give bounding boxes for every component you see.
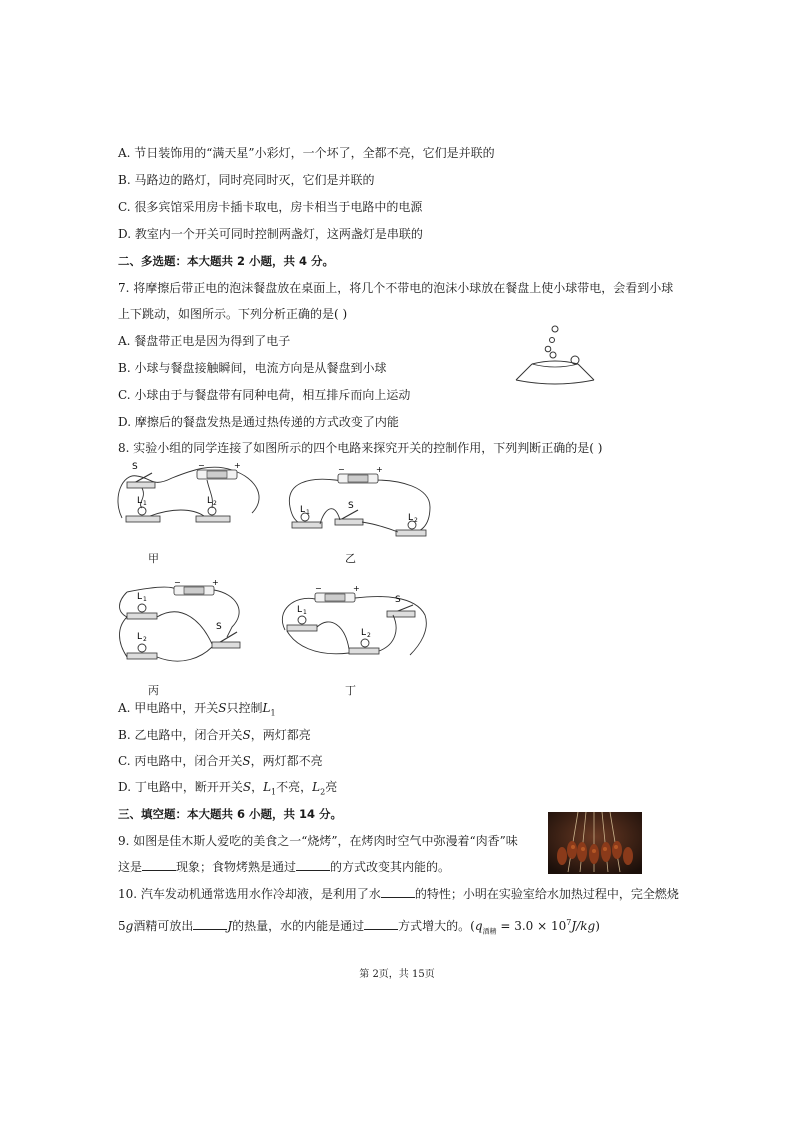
q8-option-a: A. 甲电路中，开关S只控制$L_1$ [118,701,276,718]
q6-option-c: C. 很多宾馆采用房卡插卡取电，房卡相当于电路中的电源 [118,200,423,214]
label-l2: L [207,496,213,506]
page-footer: 第 2页，共 15页 [359,969,435,980]
q10-line1: 10. 汽车发动机通常选用水作冷却液，是利用了水 的特性；小明在实验室给水加热过程中，完全燃烧 [118,887,679,901]
label-plus: + [212,578,219,587]
label-plus: + [353,584,360,593]
q10-line2: 5g酒精可放出 J的热量，水的内能是通过 方式增大的。$(q_{酒精} = 3.0 \times 10^7J/kg)$ [118,918,600,936]
q6-option-d: D. 教室内一个开关可同时控制两盏灯，这两盏灯是串联的 [118,227,423,241]
label-minus: − [315,584,322,593]
label-sub1: 1 [143,500,147,507]
section-2-heading: 二、多选题：本大题共 2 小题，共 4 分。 [118,254,335,268]
label-plus: + [376,465,383,474]
label-l2: L [137,632,143,642]
label-minus: − [338,465,345,474]
caption-bing: 丙 [148,684,159,697]
label-minus: − [174,578,181,587]
q7-option-d: D. 摩擦后的餐盘发热是通过热传递的方式改变了内能 [118,415,399,429]
label-sub2: 2 [213,500,217,507]
q7-option-b: B. 小球与餐盘接触瞬间，电流方向是从餐盘到小球 [118,361,387,375]
q7-plate-figure [510,320,600,390]
q8-option-d: D. 丁电路中，断开开关S，$L_1$不亮，$L_2$亮 [118,780,338,797]
circuit-jia [112,458,272,528]
circuit-ding [275,585,435,665]
label-sub1: 1 [303,609,307,616]
q8-option-b: B. 乙电路中，闭合开关S，两灯都亮 [118,728,311,742]
caption-yi: 乙 [345,552,356,565]
label-l1: L [137,496,143,506]
barbecue-photo [548,812,642,874]
label-l2: L [361,628,367,638]
q7-stem-line1: 7. 将摩擦后带正电的泡沫餐盘放在桌面上，将几个不带电的泡沫小球放在餐盘上使小球带电，会看到小球 [118,281,674,295]
label-l1: L [300,505,306,515]
q8-option-c: C. 丙电路中，闭合开关S，两灯都不亮 [118,754,323,768]
q6-option-a: A. 节日装饰用的“满天星”小彩灯，一个坏了，全都不亮，它们是并联的 [118,146,495,160]
q7-option-c: C. 小球由于与餐盘带有同种电荷，相互排斥而向上运动 [118,388,411,402]
caption-jia: 甲 [148,552,159,565]
label-s: S [395,595,401,605]
label-sub2: 2 [414,517,418,524]
label-sub1: 1 [143,596,147,603]
label-s: S [348,501,354,511]
q7-stem-line2: 上下跳动，如图所示。下列分析正确的是( ) [118,307,348,321]
label-plus: + [234,461,241,470]
label-s: S [132,462,138,472]
label-l1: L [297,605,303,615]
label-sub2: 2 [143,636,147,643]
q7-option-a: A. 餐盘带正电是因为得到了电子 [118,334,291,348]
q9-line1: 9. 如图是佳木斯人爱吃的美食之一“烧烤”，在烤肉时空气中弥漫着“肉香”味 [118,834,518,848]
q9-line2: 这是 现象；食物烤熟是通过 的方式改变其内能的。 [118,860,451,874]
q8-stem: 8. 实验小组的同学连接了如图所示的四个电路来探究开关的控制作用，下列判断正确的是( ) [118,441,603,455]
section-3-heading: 三、填空题：本大题共 6 小题，共 14 分。 [118,807,343,821]
label-sub1: 1 [306,509,310,516]
caption-ding: 丁 [345,684,356,697]
q6-option-b: B. 马路边的路灯，同时亮同时灭，它们是并联的 [118,173,375,187]
label-sub2: 2 [367,632,371,639]
circuit-yi [280,462,440,542]
label-l2: L [408,513,414,523]
label-minus: − [198,461,205,470]
label-l1: L [137,592,143,602]
label-s: S [216,622,222,632]
circuit-bing [112,578,252,667]
